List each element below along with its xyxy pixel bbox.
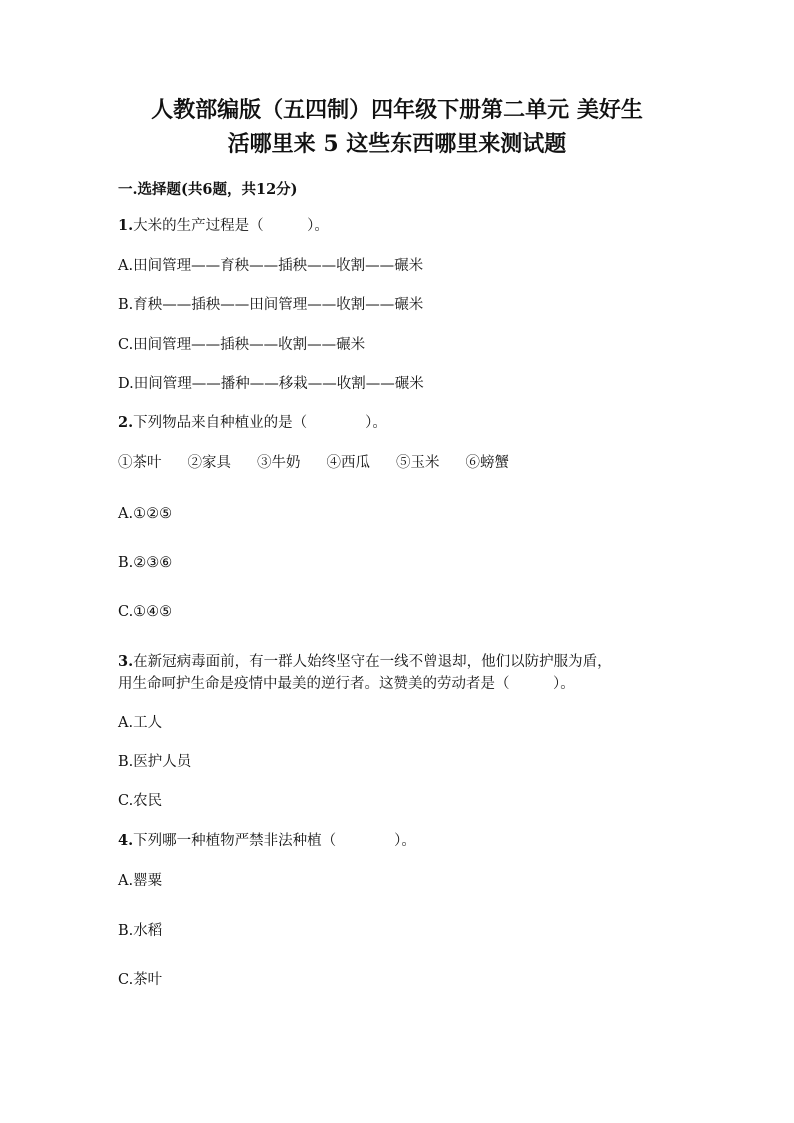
question-text: 大米的生产过程是（ ）。 [133, 218, 329, 234]
question-1-option-d: D.田间管理——播种——移栽——收割——碾米 [118, 376, 424, 392]
page-title-line-2: 活哪里来 5 这些东西哪里来测试题 [227, 131, 567, 157]
item-crab: ⑥螃蟹 [465, 455, 509, 471]
question-3-option-c: C.农民 [118, 793, 163, 809]
question-3-line-2: 用生命呵护生命是疫情中最美的逆行者。这赞美的劳动者是（ ）。 [118, 676, 575, 692]
question-3-option-a: A.工人 [118, 715, 163, 731]
question-4 [118, 830, 416, 852]
question-text-line-1: 在新冠病毒面前，有一群人始终坚守在一线不曾退却，他们以防护服为盾， [133, 654, 612, 670]
item-furniture: ②家具 [187, 455, 231, 471]
question-number: 2. [118, 414, 134, 431]
question-1-option-c: C.田间管理——插秧——收割——碾米 [118, 337, 366, 353]
item-corn: ⑤玉米 [396, 455, 440, 471]
question-text: 下列物品来自种植业的是（ ）。 [133, 415, 387, 431]
question-4-option-b: B.水稻 [118, 923, 163, 939]
question-2-option-a: A.①②⑤ [118, 506, 173, 522]
question-3-option-b: B.医护人员 [118, 754, 192, 770]
question-number: 3. [118, 653, 134, 670]
question-1-option-a: A.田间管理——育秧——插秧——收割——碾米 [118, 258, 424, 274]
page-title-line-1: 人教部编版（五四制）四年级下册第二单元 美好生 [151, 97, 643, 123]
question-2 [118, 412, 387, 434]
question-2-option-b: B.②③⑥ [118, 555, 173, 571]
question-1 [118, 215, 329, 237]
item-milk: ③牛奶 [257, 455, 301, 471]
question-2-option-c: C.①④⑤ [118, 604, 173, 620]
question-text: 下列哪一种植物严禁非法种植（ ）。 [133, 833, 416, 849]
question-number: 4. [118, 832, 134, 849]
question-1-option-b: B.育秧——插秧——田间管理——收割——碾米 [118, 297, 424, 313]
item-watermelon: ④西瓜 [326, 455, 370, 471]
question-2-item-list [118, 453, 535, 473]
question-3 [118, 651, 612, 673]
question-number: 1. [118, 217, 134, 234]
section-heading: 一.选择题(共6题，共12分) [118, 181, 298, 198]
question-4-option-c: C.茶叶 [118, 972, 163, 988]
item-tea: ①茶叶 [118, 455, 162, 471]
question-4-option-a: A.罂粟 [118, 873, 163, 889]
